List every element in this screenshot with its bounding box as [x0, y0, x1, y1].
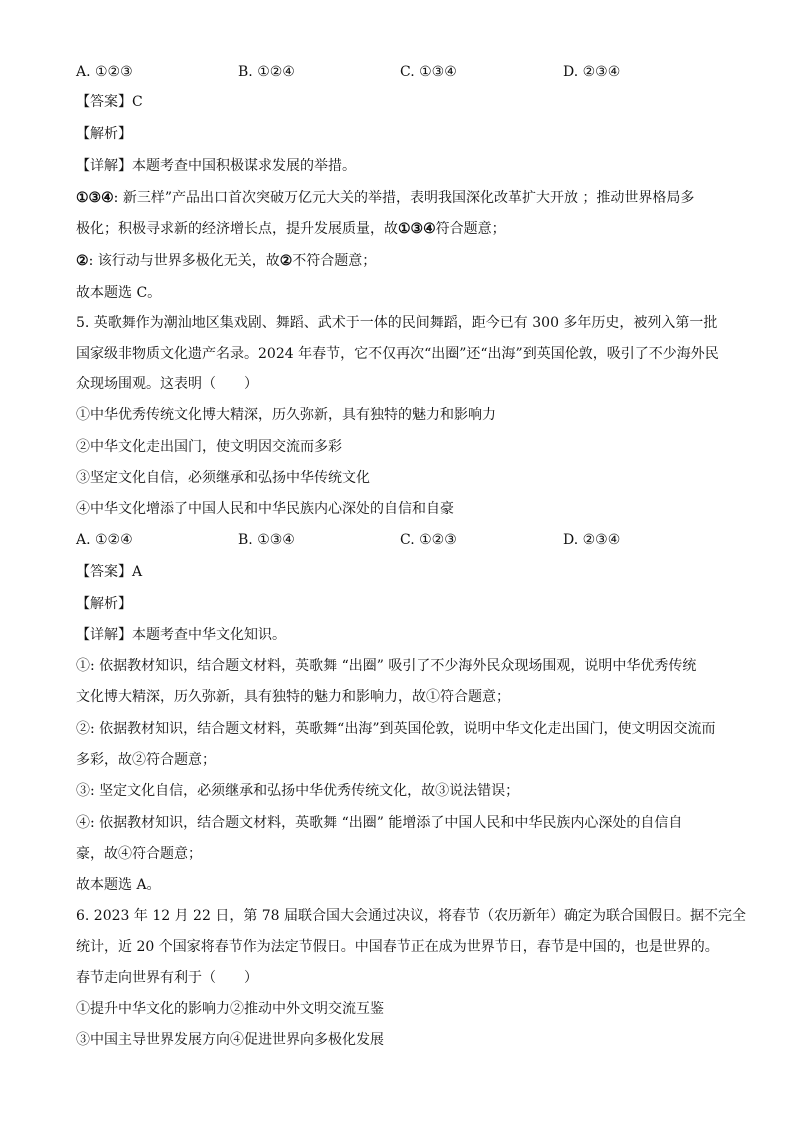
question-stem: 国家级非物质文化遗产名录。2024 年春节，它不仅再次“出圈”还“出海”到英国伦敦，吸引了不少海外民 — [76, 346, 719, 362]
option-c: C. ①②③ — [400, 532, 457, 548]
explain-line: ②: 依据教材知识，结合题文材料，英歌舞“出海”到英国伦敦，说明中华文化走出国门，使文明因交流而 — [76, 721, 716, 737]
explain-text: : 该行动与世界多极化无关，故 — [88, 253, 280, 269]
choice-item: ③坚定文化自信，必须继承和弘扬中华传统文化 — [76, 470, 370, 486]
conclusion-line: 故本题选 A。 — [76, 877, 161, 893]
choice-item: ①提升中华文化的影响力②推动中外文明交流互鉴 — [76, 1001, 384, 1017]
analysis-title: 【解析】 — [76, 126, 132, 142]
question-stem: 6. 2023 年 12 月 22 日，第 78 届联合国大会通过决议，将春节（农历新年）确定为联合国假日。据不完全 — [76, 908, 747, 924]
explain-text: 极化；积极寻求新的经济增长点，提升发展质量，故 — [76, 221, 398, 237]
explain-line — [76, 188, 694, 208]
option-b: B. ①②④ — [238, 64, 295, 80]
choice-item: ①中华优秀传统文化博大精深，历久弥新，具有独特的魅力和影响力 — [76, 407, 496, 423]
choice-item: ④中华文化增添了中国人民和中华民族内心深处的自信和自豪 — [76, 501, 454, 517]
choice-item: ②中华文化走出国门，使文明因交流而多彩 — [76, 439, 342, 455]
answer-line: 【答案】A — [76, 564, 143, 580]
explain-line: ①: 依据教材知识，结合题文材料，英歌舞 “出圈” 吸引了不少海外民众现场围观，说明中华优秀传统 — [76, 658, 697, 674]
choice-item: ③中国主导世界发展方向④促进世界向多极化发展 — [76, 1032, 384, 1048]
item-label: ①③④ — [398, 221, 436, 237]
item-label: ①③④ — [76, 190, 114, 206]
question-stem: 5. 英歌舞作为潮汕地区集戏剧、舞蹈、武术于一体的民间舞蹈，距今已有 300 多年历史，被列入第一批 — [76, 315, 718, 331]
option-a: A. ①②③ — [76, 64, 133, 80]
explain-line: ④: 依据教材知识，结合题文材料，英歌舞 “出圈” 能增添了中国人民和中华民族内心深处的自信自 — [76, 815, 683, 831]
detail-line: 【详解】本题考查中华文化知识。 — [76, 627, 286, 643]
option-d: D. ②③④ — [563, 532, 621, 548]
conclusion-line: 故本题选 C。 — [76, 285, 162, 301]
option-c: C. ①③④ — [400, 64, 457, 80]
explain-line: ③: 坚定文化自信，必须继承和弘扬中华优秀传统文化，故③说法错误； — [76, 783, 520, 799]
explain-text: : 新三样”产品出口首次突破万亿元大关的举措，表明我国深化改革扩大开放 ；推动世界格局多 — [113, 190, 695, 206]
explain-text: 不符合题意； — [292, 253, 377, 269]
analysis-title: 【解析】 — [76, 596, 132, 612]
explain-text: 符合题意； — [435, 221, 506, 237]
option-d: D. ②③④ — [563, 64, 621, 80]
question-stem: 统计，近 20 个国家将春节作为法定节假日。中国春节正在成为世界节日，春节是中国的，也是世界的。 — [76, 939, 719, 955]
question-stem: 众现场围观。这表明（ ） — [76, 376, 258, 392]
option-b: B. ①③④ — [238, 532, 295, 548]
explain-line — [76, 251, 376, 271]
answer-line: 【答案】C — [76, 94, 143, 110]
item-label: ② — [76, 253, 89, 269]
explain-line: 多彩，故②符合题意； — [76, 752, 216, 768]
option-a: A. ①②④ — [76, 532, 133, 548]
question-stem: 春节走向世界有利于（ ） — [76, 970, 258, 986]
explain-line: 豪，故④符合题意； — [76, 846, 202, 862]
item-label: ② — [279, 253, 293, 269]
explain-line: 文化博大精深，历久弥新，具有独特的魅力和影响力，故①符合题意； — [76, 689, 510, 705]
detail-line: 【详解】本题考查中国积极谋求发展的举措。 — [76, 158, 356, 174]
explain-line — [76, 219, 506, 239]
